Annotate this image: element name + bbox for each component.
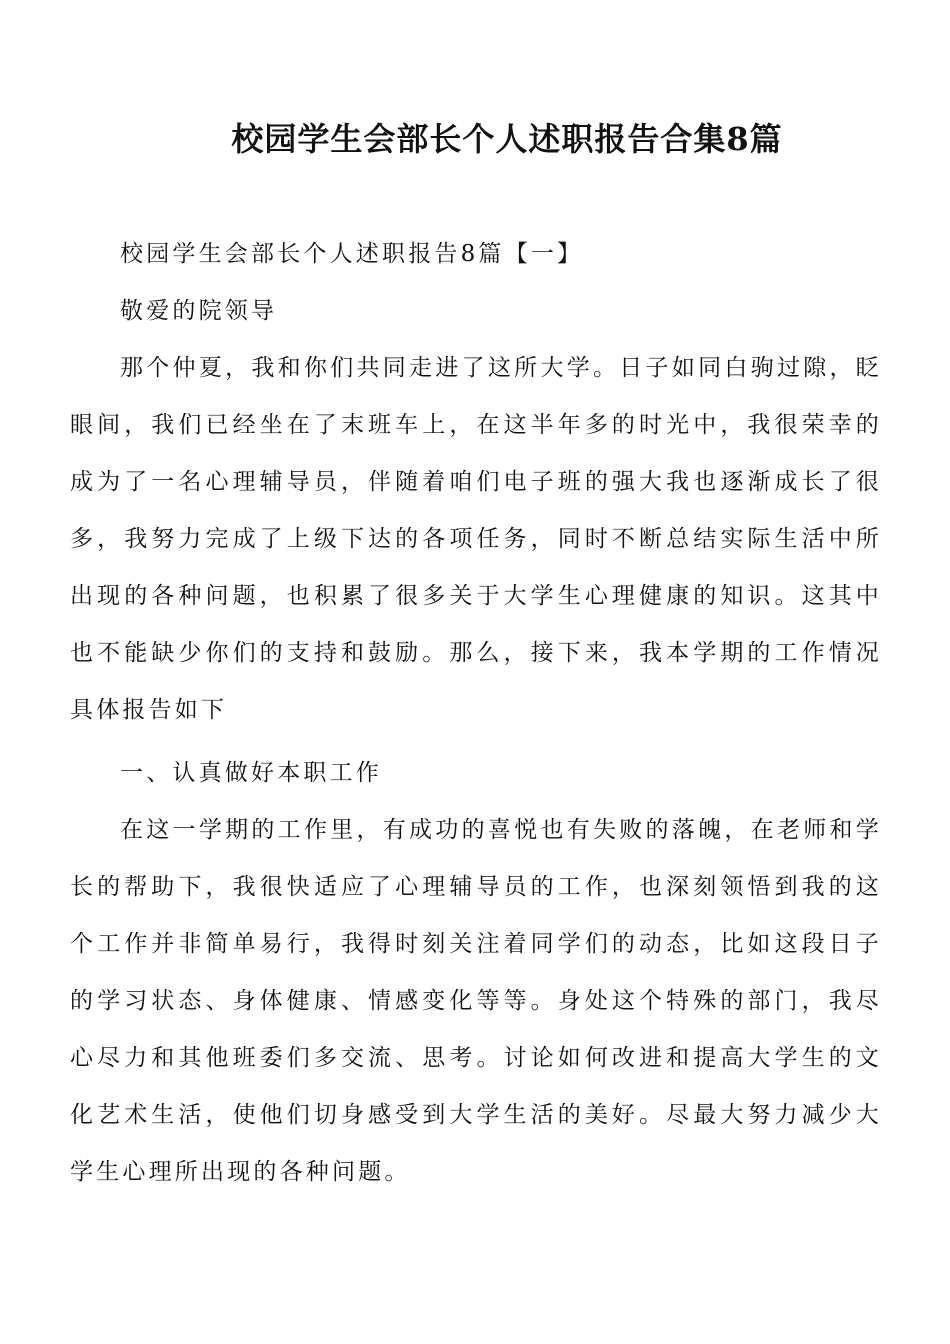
section-title: 校园学生会部长个人述职报告8篇【一】 — [120, 241, 584, 267]
document-body — [70, 226, 882, 1201]
body-paragraph-1: 那个仲夏，我和你们共同走进了这所大学。日子如同白驹过隙，眨眼间，我们已经坐在了末班车上，在这半年多的时光中，我很荣幸的成为了一名心理辅导员，伴随着咱们电子班的强大我也逐渐成长了很多，我努力完成了上级下达的各项任务，同时不断总结实际生活中所出现的各种问题，也积累了很多关于大学生心理健康的知识。这其中也不能缺少你们的支持和鼓励。那么，接下来，我本学期的工作情况具体报告如下 — [70, 355, 882, 723]
salutation: 敬爱的院领导 — [120, 298, 278, 324]
section-heading-1: 一、认真做好本职工作 — [120, 760, 382, 786]
document-title: 校园学生会部长个人述职报告合集8篇 — [231, 120, 783, 159]
body-paragraph-2: 在这一学期的工作里，有成功的喜悦也有失败的落魄，在老师和学长的帮助下，我很快适应了心理辅导员的工作，也深刻领悟到我的这个工作并非简单易行，我得时刻关注着同学们的动态，比如这段日子的学习状态、身体健康、情感变化等等。身处这个特殊的部门，我尽心尽力和其他班委们多交流、思考。讨论如何改进和提高大学生的文化艺术生活，使他们切身感受到大学生活的美好。尽最大努力减少大学生心理所出现的各种问题。 — [70, 817, 882, 1185]
